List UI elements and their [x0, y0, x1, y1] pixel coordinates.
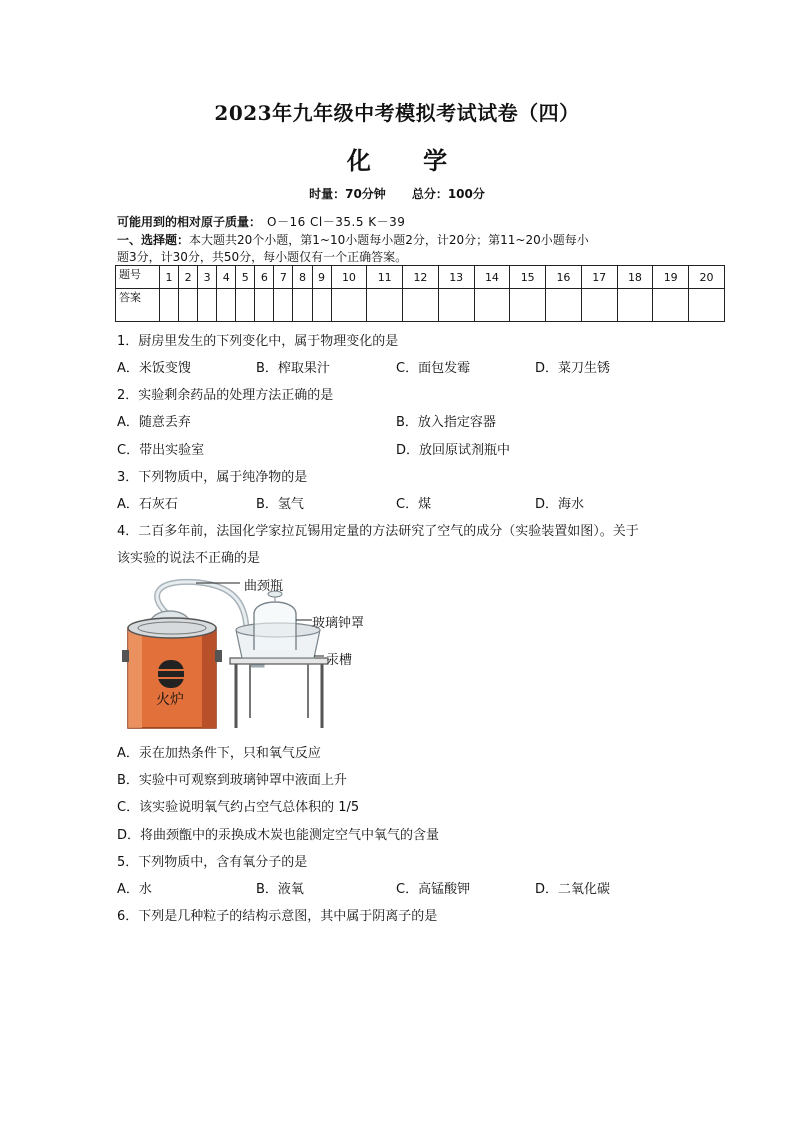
answer-cell[interactable]	[474, 289, 510, 322]
answer-cell[interactable]	[581, 289, 617, 322]
answer-cell[interactable]	[255, 289, 274, 322]
section1-line1	[117, 231, 589, 248]
section1-label: 一、选择题：	[117, 233, 190, 247]
q1-option-d[interactable]: D．菜刀生锈	[535, 361, 611, 376]
answer-table-number-row	[116, 266, 725, 289]
table-number-cell: 13	[438, 266, 474, 289]
table-number-cell: 1	[160, 266, 179, 289]
furnace-shade	[128, 628, 142, 728]
table-number-cell: 10	[331, 266, 367, 289]
exam-title: 2023年九年级中考模拟考试试卷（四）	[214, 101, 580, 125]
subject-title: 化 学	[346, 146, 470, 175]
q5-option-c[interactable]: C．高锰酸钾	[396, 882, 471, 897]
table-top	[230, 658, 328, 664]
q3-option-a[interactable]: A．石灰石	[117, 497, 178, 512]
table-number-cell: 3	[198, 266, 217, 289]
answer-cell[interactable]	[510, 289, 546, 322]
table-number-cell: 9	[312, 266, 331, 289]
answer-cell[interactable]	[689, 289, 725, 322]
table-number-cell: 20	[689, 266, 725, 289]
answer-cell[interactable]	[617, 289, 653, 322]
answer-cell[interactable]	[198, 289, 217, 322]
table-number-cell: 2	[179, 266, 198, 289]
answer-cell[interactable]	[160, 289, 179, 322]
number-row-label: 题号	[116, 266, 160, 289]
atomic-mass-line	[117, 213, 405, 230]
q2-option-a[interactable]: A．随意丢弃	[117, 415, 191, 430]
question-1-stem: 1．厨房里发生的下列变化中，属于物理变化的是	[117, 334, 399, 349]
table-number-cell: 4	[217, 266, 236, 289]
time-score-info	[0, 185, 794, 202]
table-number-cell: 11	[367, 266, 403, 289]
answer-cell[interactable]	[367, 289, 403, 322]
q2-option-d[interactable]: D．放回原试剂瓶中	[396, 443, 511, 458]
furnace-handle-right	[215, 650, 222, 662]
furnace-handle-left	[122, 650, 129, 662]
furnace-label: 火炉	[156, 692, 184, 708]
table-number-cell: 16	[546, 266, 582, 289]
bell-jar	[254, 602, 296, 650]
question-2-stem: 2．实验剩余药品的处理方法正确的是	[117, 388, 334, 403]
question-4-stem-line1: 4．二百多年前，法国化学家拉瓦锡用定量的方法研究了空气的成分（实验装置如图）。关于	[117, 524, 639, 539]
table-number-cell: 18	[617, 266, 653, 289]
table-number-cell: 5	[236, 266, 255, 289]
q3-option-b[interactable]: B．氢气	[256, 497, 304, 512]
furnace-door	[158, 660, 184, 688]
q1-option-c[interactable]: C．面包发霉	[396, 361, 471, 376]
atomic-mass-values: O－16 Cl－35.5 K－39	[267, 215, 406, 229]
q5-option-a[interactable]: A．水	[117, 882, 152, 897]
q3-option-d[interactable]: D．海水	[535, 497, 585, 512]
table-number-cell: 7	[274, 266, 293, 289]
section1-line2: 题3分，计30分，共50分，每小题仅有一个正确答案。	[117, 250, 408, 264]
furnace-top	[128, 618, 216, 638]
table-number-cell: 8	[293, 266, 312, 289]
answer-cell[interactable]	[217, 289, 236, 322]
question-5-stem: 5．下列物质中，含有氧分子的是	[117, 855, 308, 870]
table-number-cell: 14	[474, 266, 510, 289]
q4-option-c[interactable]: C．该实验说明氧气约占空气总体积的 1/5	[117, 800, 360, 815]
q1-option-b[interactable]: B．榨取果汁	[256, 361, 330, 376]
answer-table-answer-row	[116, 289, 725, 322]
q3-option-c[interactable]: C．煤	[396, 497, 432, 512]
question-6-stem: 6．下列是几种粒子的结构示意图，其中属于阴离子的是	[117, 909, 438, 924]
answer-cell[interactable]	[403, 289, 439, 322]
q5-option-d[interactable]: D．二氧化碳	[535, 882, 611, 897]
furnace-shadow	[202, 628, 216, 728]
q5-option-b[interactable]: B．液氧	[256, 882, 304, 897]
atomic-mass-label: 可能用到的相对原子质量：	[117, 215, 262, 229]
table-number-cell: 6	[255, 266, 274, 289]
answer-cell[interactable]	[236, 289, 255, 322]
question-3-stem: 3．下列物质中，属于纯净物的是	[117, 470, 308, 485]
answer-cell[interactable]	[331, 289, 367, 322]
time-label: 时量：70分钟	[309, 187, 386, 201]
table-number-cell: 12	[403, 266, 439, 289]
q4-option-d[interactable]: D．将曲颈甑中的汞换成木炭也能测定空气中氧气的含量	[117, 828, 440, 843]
table-number-cell: 19	[653, 266, 689, 289]
trough-label: 汞槽	[326, 653, 353, 668]
q2-option-c[interactable]: C．带出实验室	[117, 443, 205, 458]
answer-cell[interactable]	[293, 289, 312, 322]
q1-option-a[interactable]: A．米饭变馊	[117, 361, 191, 376]
table-number-cell: 17	[581, 266, 617, 289]
flask-label: 曲颈瓶	[244, 579, 284, 594]
answer-cell[interactable]	[438, 289, 474, 322]
answer-cell[interactable]	[312, 289, 331, 322]
table-number-cell: 15	[510, 266, 546, 289]
answer-row-label: 答案	[116, 289, 160, 322]
question-4-stem-line2: 该实验的说法不正确的是	[117, 551, 261, 566]
answer-cell[interactable]	[653, 289, 689, 322]
q4-option-b[interactable]: B．实验中可观察到玻璃钟罩中液面上升	[117, 773, 347, 788]
answer-cell[interactable]	[274, 289, 293, 322]
answer-cell[interactable]	[179, 289, 198, 322]
bell-jar-label: 玻璃钟罩	[312, 616, 365, 631]
q4-option-a[interactable]: A．汞在加热条件下，只和氧气反应	[117, 746, 321, 761]
section1-text1: 本大题共20个小题，第1~10小题每小题2分，计20分；第11~20小题每小	[189, 233, 589, 247]
answer-cell[interactable]	[546, 289, 582, 322]
score-label: 总分：100分	[411, 187, 485, 201]
q2-option-b[interactable]: B．放入指定容器	[396, 415, 496, 430]
answer-table	[115, 265, 725, 322]
